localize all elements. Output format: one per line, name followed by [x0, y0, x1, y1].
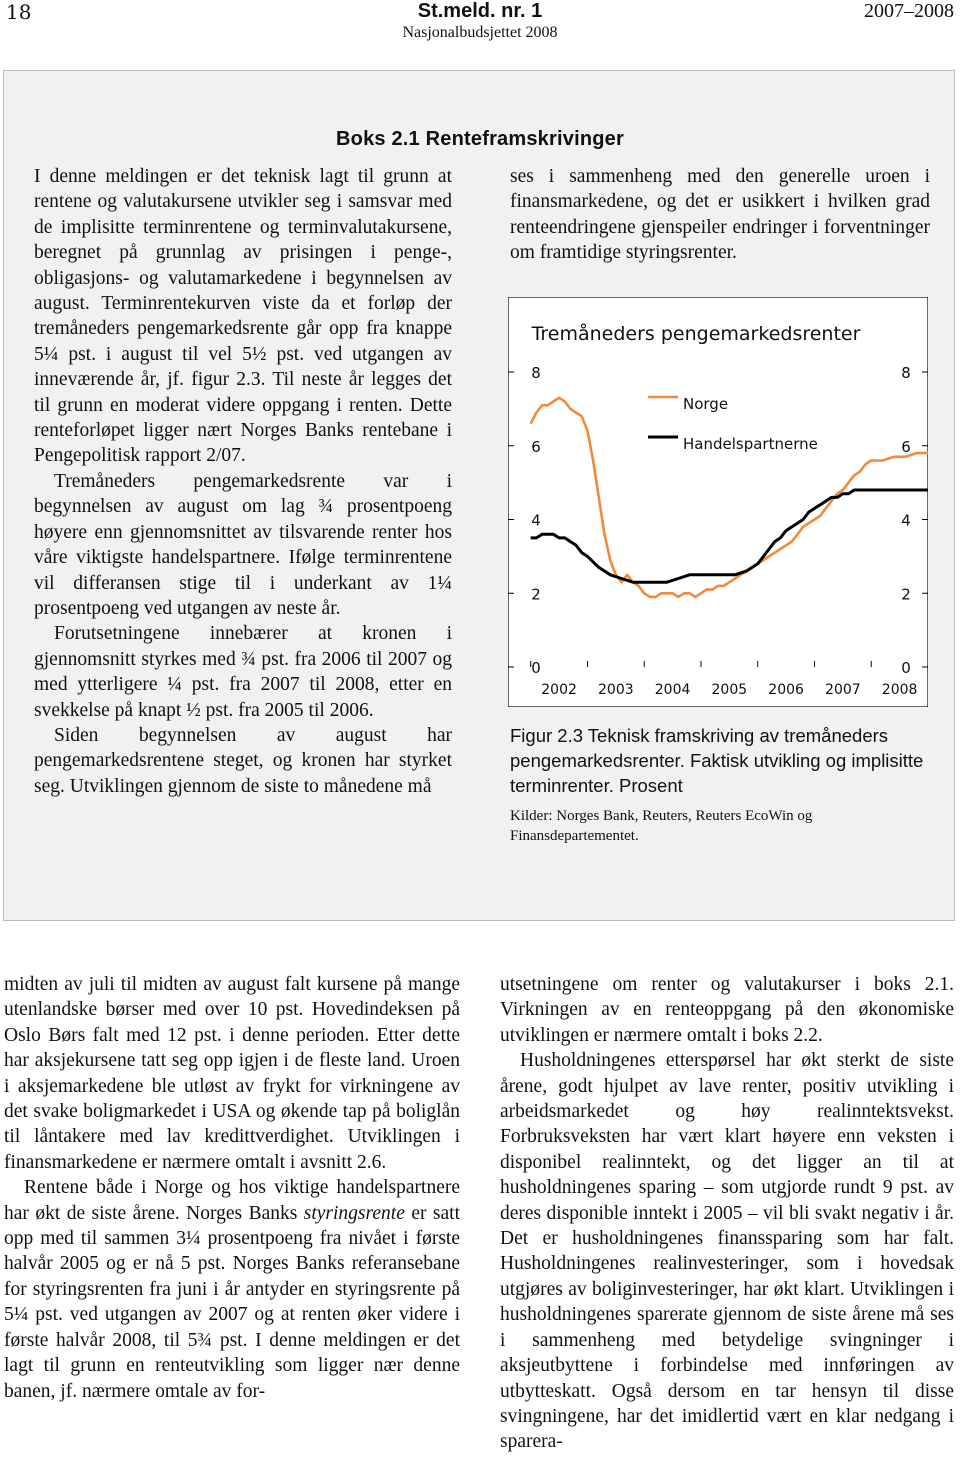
box-paragraph: I denne meldingen er det teknisk lagt til grunn at rentene og valutakursene utvikler seg i samsvar med de implisitte terminrentene og terminvalutakursene, beregnet på grunnlag av prisingen i penge-, obligasjons- og valutamarkedene i begynnelsen av august. Terminrentekurven viste da et forløp der tremåneders pengemarkedsrente går opp fra knappe 5¼ pst. i august til vel 5½ pst. ved utgangen av inneværende år, jf. figur 2.3. Til neste år legges det til grunn en moderat videre oppgang i renten. Dette renteforløpet ligger nært Norges Banks rentebane i Pengepolitisk rapport 2/07. [34, 166, 452, 467]
chart-frame [508, 297, 928, 707]
main-left-column [4, 972, 460, 1404]
body-paragraph: midten av juli til midten av august falt kursene på mange utenlandske børser med over 10 pst. Hovedindeksen på Oslo Børs falt med 12 pst. i denne perioden. Etter dette har aksjekursene tatt seg opp igjen i de fleste land. Uroen i aksjemarkedene ble utløst av frykt for virkningene av det svake boligmarkedet i USA og økende tap på boliglån til låntakere med lav kredittverdighet. Utviklingen i finansmarkedene er nærmere omtalt i avsnitt 2.6. [4, 974, 460, 1173]
emphasis-term: styringsrente [303, 1202, 405, 1224]
line-chart [508, 297, 928, 707]
body-paragraph: utsetningene om renter og valutakurser i boks 2.1. Virkningen av en renteoppgang på den økonomiske utviklingen er nærmere omtalt i boks 2.2. [500, 974, 954, 1046]
document-subtitle: Nasjonalbudsjettet 2008 [402, 24, 558, 41]
y-tick-label-right: 2 [901, 585, 911, 604]
y-tick-label-left: 0 [531, 659, 541, 677]
box-paragraph: ses i sammenheng med den generelle uroen i finansmarkedene, og det er usikkert i hvilken grad renteendringene gjenspeiler endringer i forventninger om framtidige styringsrenter. [510, 166, 930, 264]
page-number: 18 [6, 0, 32, 24]
y-tick-label-right: 4 [901, 511, 911, 530]
x-tick-label: 2003 [598, 682, 634, 698]
box-paragraph: Forutsetningene innebærer at kronen i gjennomsnitt styrkes med ¾ pst. fra 2006 til 2007 og med ytterligere ¼ pst. fra 2007 til 2008, etter en svekkelse på knapt ½ pst. fra 2005 til 2006. [34, 623, 452, 721]
box-right-column [510, 164, 930, 266]
x-tick-label: 2008 [881, 682, 918, 698]
y-tick-label-right: 0 [901, 659, 911, 677]
x-tick-label: 2007 [825, 682, 861, 698]
box-paragraph: Tremåneders pengemarkedsrente var i begynnelsen av august om lag ¾ prosentpoeng høyere enn gjennomsnittet av tilsvarende renter hos våre viktigste handelspartnere. Ifølge terminrentene vil differansen stige til i underkant av 1¼ prosentpoeng ved utgangen av neste år. [34, 470, 452, 619]
y-tick-label-left: 8 [531, 364, 541, 382]
y-tick-label-left: 6 [531, 437, 541, 456]
y-tick-label-left: 4 [531, 511, 541, 530]
document-year: 2007–2008 [864, 0, 954, 22]
body-paragraph: Husholdningenes etterspørsel har økt sterkt de siste årene, godt hjulpet av lave renter, positiv utvikling i arbeidsmarkedet og høy realinntektsvekst. Forbruksveksten har vært klart høyere enn veksten i disponibel realinntekt, og det ligger an til at husholdningenes sparing – som utgjorde rundt 9 pst. av deres disponible inntekt i 2005 – vil bli svakt negativ i år. Det er husholdningenes finanssparing som har falt. Husholdningenes realinvesteringer, som i hovedsak utgjøres av boliginvesteringer, har økt klart. Utviklingen i husholdningenes sparerate gjennom de siste årene må ses i sammenheng med betydelige svingninger i aksjeutbyttene i forbindelse med innføringen av utbytteskatt. Også dersom en tar hensyn til disse svingningene, har det imidlertid vært en klar nedgang i sparera- [500, 1050, 954, 1453]
box-paragraph: Siden begynnelsen av august har pengemarkedsrentene steget, og kronen har styrket seg. Utviklingen gjennom de siste to månedene må [34, 724, 452, 797]
main-right-column [500, 972, 954, 1455]
box-title: Boks 2.1 Renteframskrivinger [336, 128, 624, 150]
body-text: Rentene både i Norge og hos viktige handelspartnere har økt de siste årene. Norges Banks [4, 1177, 460, 1224]
x-tick-label: 2005 [711, 682, 748, 698]
figure-caption: Figur 2.3 Teknisk framskriving av tremåneders pengemarkedsrenter. Faktisk utvikling og implisitte terminrenter. Prosent [510, 725, 924, 796]
x-tick-label: 2004 [654, 682, 691, 698]
y-tick-label-left: 2 [531, 585, 541, 604]
x-tick-label: 2002 [541, 682, 577, 698]
body-paragraph [4, 1175, 460, 1404]
figure-source: Kilder: Norges Bank, Reuters, Reuters EcoWin og Finansdepartementet. [510, 808, 813, 844]
x-tick-label: 2006 [768, 682, 804, 698]
box-left-column [34, 164, 452, 799]
body-text: er satt opp med til sammen 3¼ prosentpoeng fra nivået i første halvår 2005 og er nå 5 pst. Norges Banks referansebane for styringsrenten fra juni i år antyder en styringsrente på 5¼ pst. ved utgangen av 2007 og at renten øker videre i første halvår 2008, til 5¾ pst. I denne meldingen er det lagt til grunn en renteutvikling som ligger nær denne banen, jf. nærmere omtale av for- [4, 1202, 460, 1402]
legend-label: Norge [683, 395, 729, 413]
legend-label: Handelspartnerne [683, 435, 818, 453]
document-title: St.meld. nr. 1 [417, 0, 543, 22]
chart-title: Tremåneders pengemarkedsrenter [531, 323, 861, 345]
y-tick-label-right: 8 [901, 364, 911, 382]
y-tick-label-right: 6 [901, 437, 911, 456]
